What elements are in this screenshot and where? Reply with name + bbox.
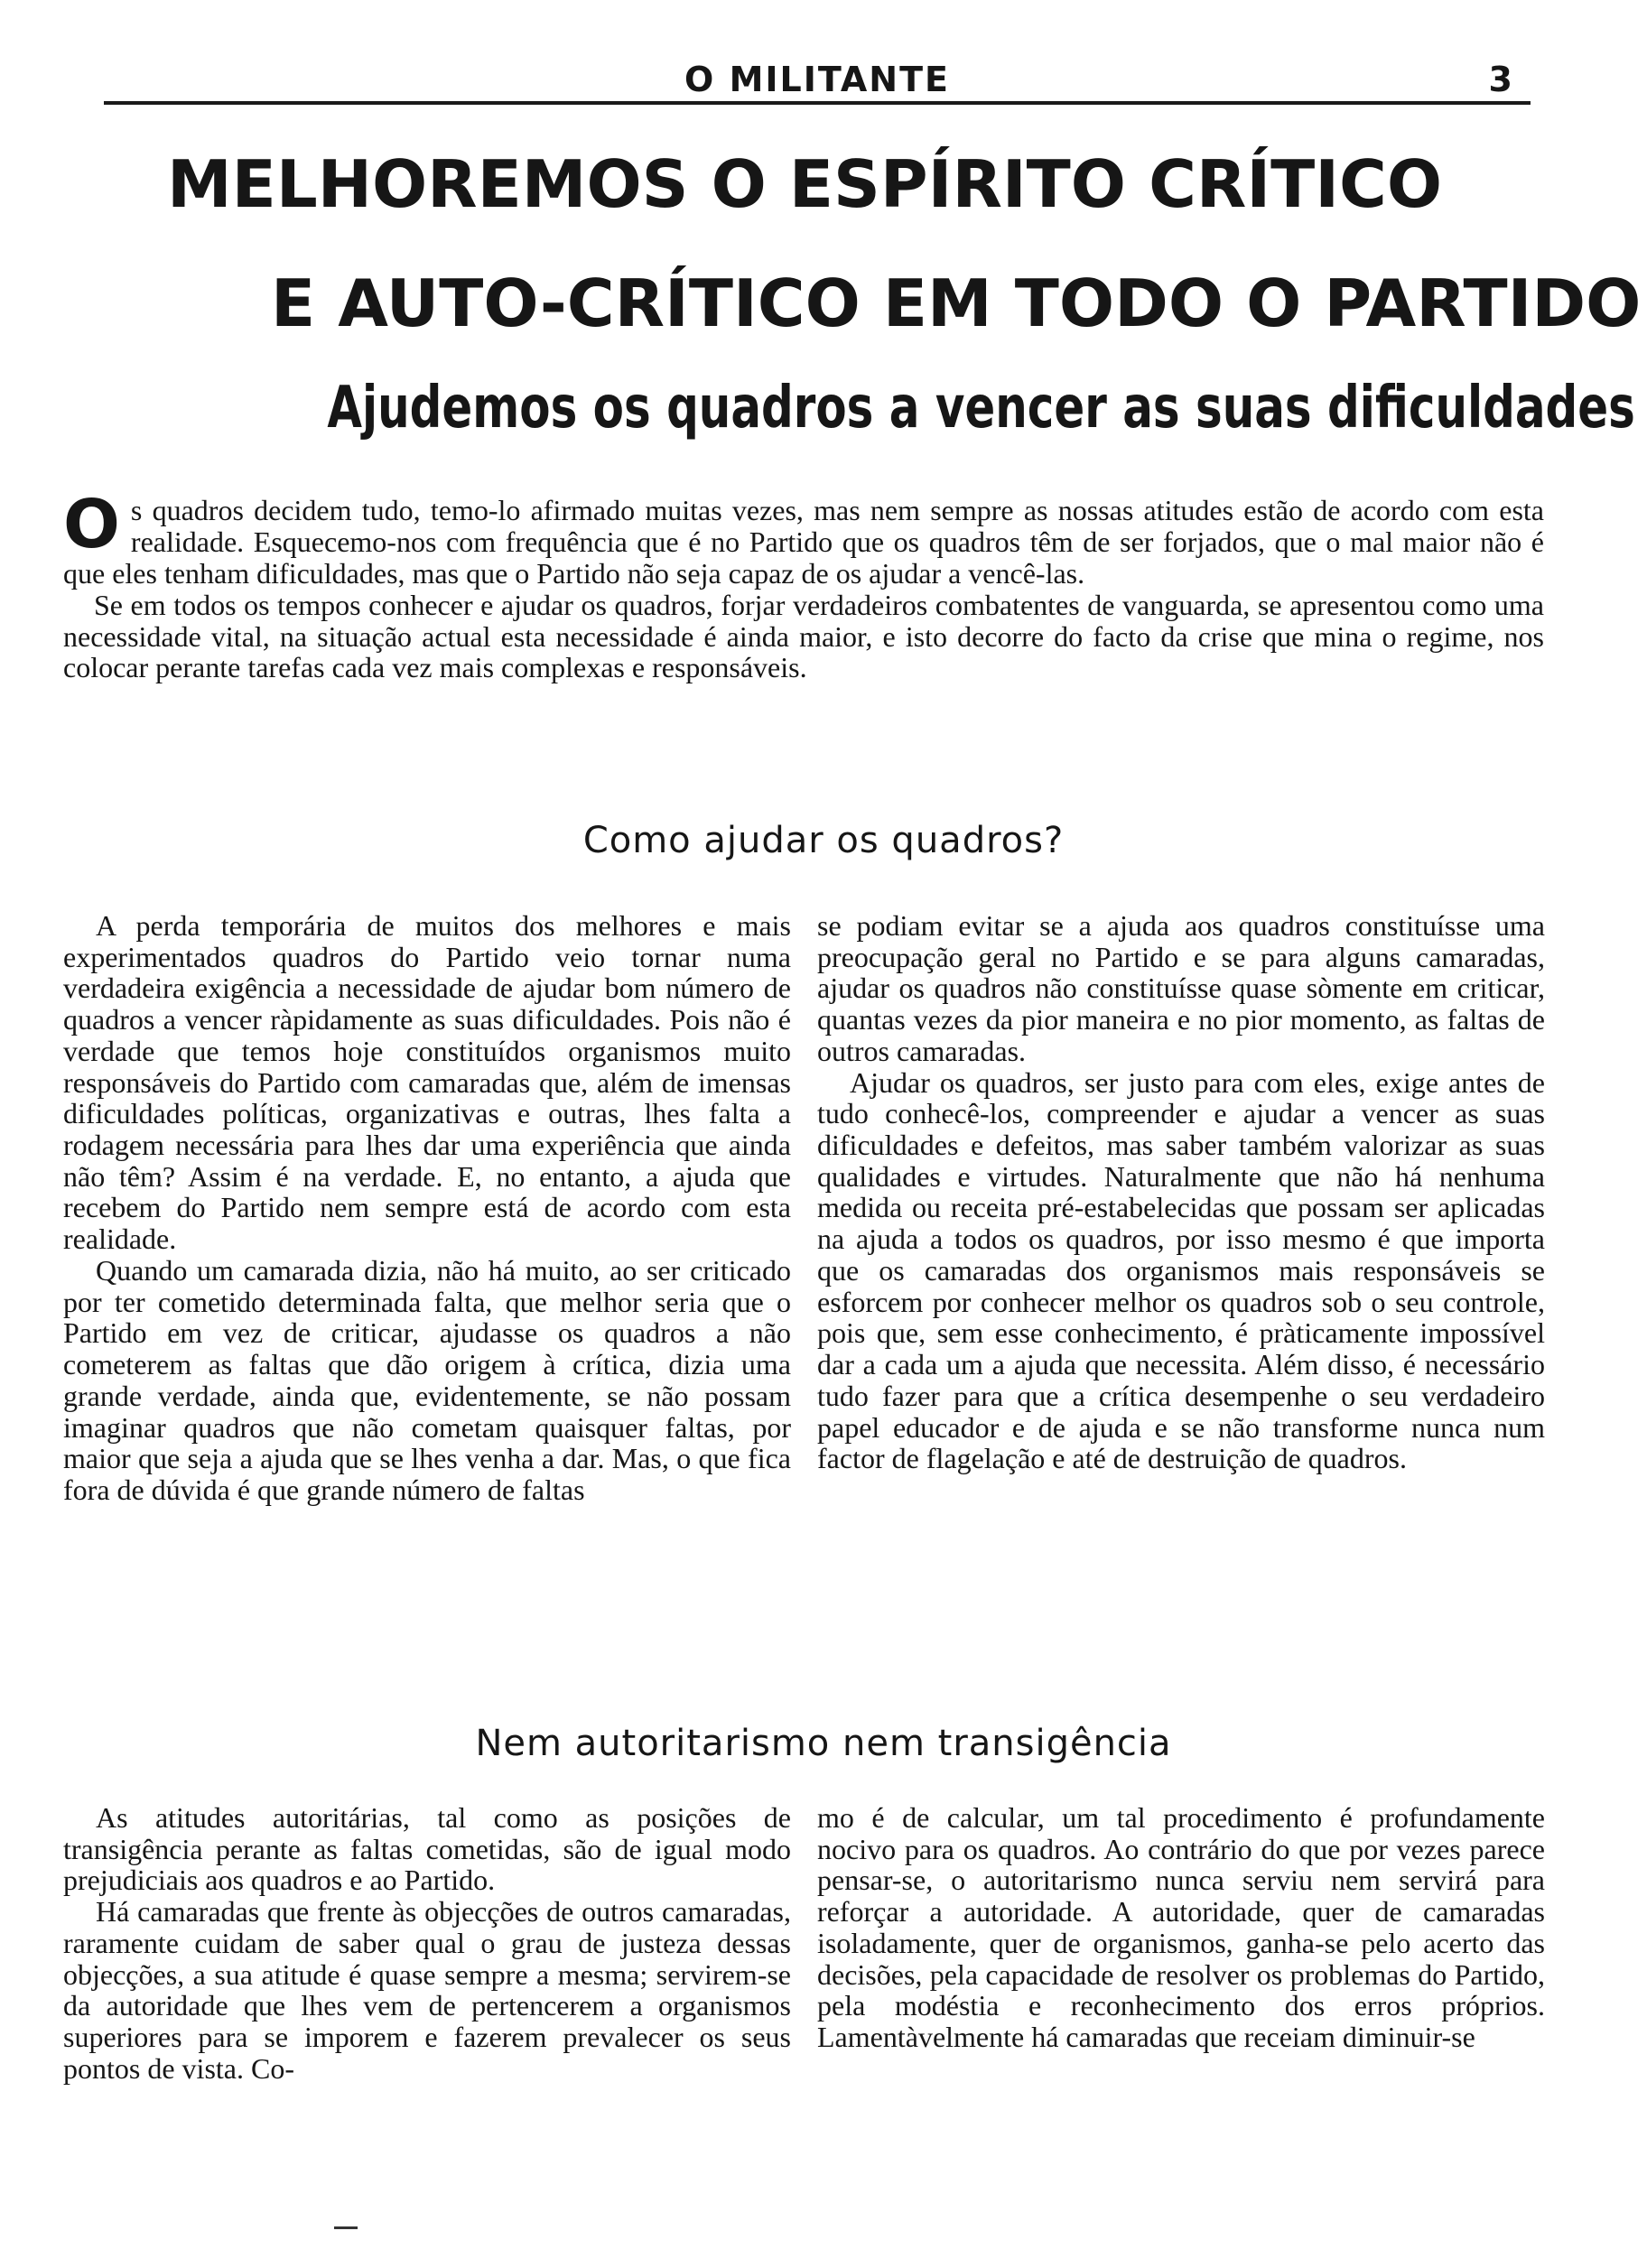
intro-paragraph-2: Se em todos os tempos conhecer e ajudar os quadros, forjar verdadeiros combatentes de vanguarda, se apresentou como uma necessidade vital, na situação actual esta necessidade é ainda maior, e isto decorre do facto da crise que mina o regime, nos colocar perante tarefas cada vez mais complexas e responsáveis.: [63, 588, 1544, 684]
running-header: [104, 56, 1531, 105]
headline-line-1: MELHOREMOS O ESPÍRITO CRÍTICO: [167, 146, 1443, 222]
section-heading-como-ajudar: Como ajudar os quadros?: [582, 820, 1065, 861]
section2-right-column: [817, 1802, 1545, 2053]
section1-right-column: [817, 910, 1545, 1474]
article-paragraph: As atitudes autoritárias, tal como as posições de transigência perante as faltas cometidas, são de igual modo prejudiciais aos quadros e ao Partido.: [63, 1801, 791, 1897]
article-paragraph: A perda temporária de muitos dos melhores e mais experimentados quadros do Partido veio tornar numa verdadeira exigência a necessidade de ajudar bom número de quadros a vencer ràpidamente as suas dificuldades. Pois não é verdade que temos hoje constituídos organismos muito responsáveis do Partido com camaradas que, além de imensas dificuldades políticas, organizativas e outras, lhes falta a rodagem necessária para lhes dar uma experiência que ainda não têm? Assim é na verdade. E, no entanto, a ajuda que recebem do Partido nem sempre está de acordo com esta realidade.: [63, 909, 791, 1256]
intro-paragraph-1: [63, 486, 1544, 590]
publication-title: O MILITANTE: [684, 60, 950, 99]
headline-line-2: E AUTO-CRÍTICO EM TODO O PARTIDO: [271, 265, 1642, 341]
footer-dash: [334, 2226, 358, 2229]
headline-subtitle: Ajudemos os quadros a vencer as suas dificuldades: [327, 375, 1635, 442]
article-paragraph: se podiam evitar se a ajuda aos quadros constituísse uma preocupação geral no Partido e se para alguns camaradas, ajudar os quadros não constituísse quase sòmente em criticar, quantas vezes da pior maneira e no pior momento, as faltas de outros camaradas.: [817, 909, 1545, 1067]
section2-left-column: [63, 1802, 791, 2084]
drop-cap: O: [63, 486, 120, 563]
section-heading-nem-autoritarismo: Nem autoritarismo nem transigência: [475, 1723, 1172, 1764]
article-paragraph: Quando um camarada dizia, não há muito, ao ser criticado por ter cometido determinada falta, que melhor seria que o Partido em vez de criticar, ajudasse os quadros a não cometerem as faltas que dão origem à crítica, dizia uma grande verdade, ainda que, evidentemente, se não possam imaginar quadros que não cometam quaisquer faltas, por maior que seja a ajuda que se lhes venha a dar. Mas, o que fica fora de dúvida é que grande número de faltas: [63, 1253, 791, 1506]
page-number: 3: [1488, 60, 1512, 99]
article-paragraph: Há camaradas que frente às objecções de outros camaradas, raramente cuidam de saber qual o grau de justeza dessas objecções, a sua atitude é quase sempre a mesma; servirem-se da autoridade que lhes vem de pertencerem a organismos superiores para se imporem e fazerem prevalecer os seus pontos de vista. Co-: [63, 1895, 791, 2085]
intro-block: [63, 486, 1544, 684]
article-paragraph: mo é de calcular, um tal procedimento é profundamente nocivo para os quadros. Ao contrário do que por vezes parece pensar-se, o autoritarismo nunca serviu nem servirá para reforçar a autoridade. A autoridade, quer de camaradas isoladamente, quer de organismos, ganha-se pelo acerto das decisões, pela capacidade de resolver os problemas do Partido, pela modéstia e reconhecimento dos erros próprios. Lamentàvelmente há camaradas que receiam diminuir-se: [817, 1801, 1545, 2054]
section1-left-column: [63, 910, 791, 1506]
intro-paragraph-1-text: s quadros decidem tudo, temo-lo afirmado muitas vezes, mas nem sempre as nossas atitudes estão de acordo com esta realidade. Esquecemo-nos com frequência que é no Partido que os quadros têm de ser forjados, que o mal maior não é que eles tenham dificuldades, mas que o Partido não seja capaz de os ajudar a vencê-las.: [63, 494, 1544, 590]
article-paragraph: Ajudar os quadros, ser justo para com eles, exige antes de tudo conhecê-los, compreender e ajudar a vencer as suas dificuldades e defeitos, mas saber também valorizar as suas qualidades e virtudes. Naturalmente que não há nenhuma medida ou receita pré-estabelecidas que possam ser aplicadas na ajuda a todos os quadros, por isso mesmo é que importa que os camaradas dos organismos mais responsáveis se esforcem por conhecer melhor os quadros sob o seu controle, pois que, sem esse conhecimento, é pràticamente impossível dar a cada um a ajuda que necessita. Além disso, é necessário tudo fazer para que a crítica desempenhe o seu verdadeiro papel educador e de ajuda e se não transforme nunca num factor de flagelação e até de destruição de quadros.: [817, 1065, 1545, 1475]
